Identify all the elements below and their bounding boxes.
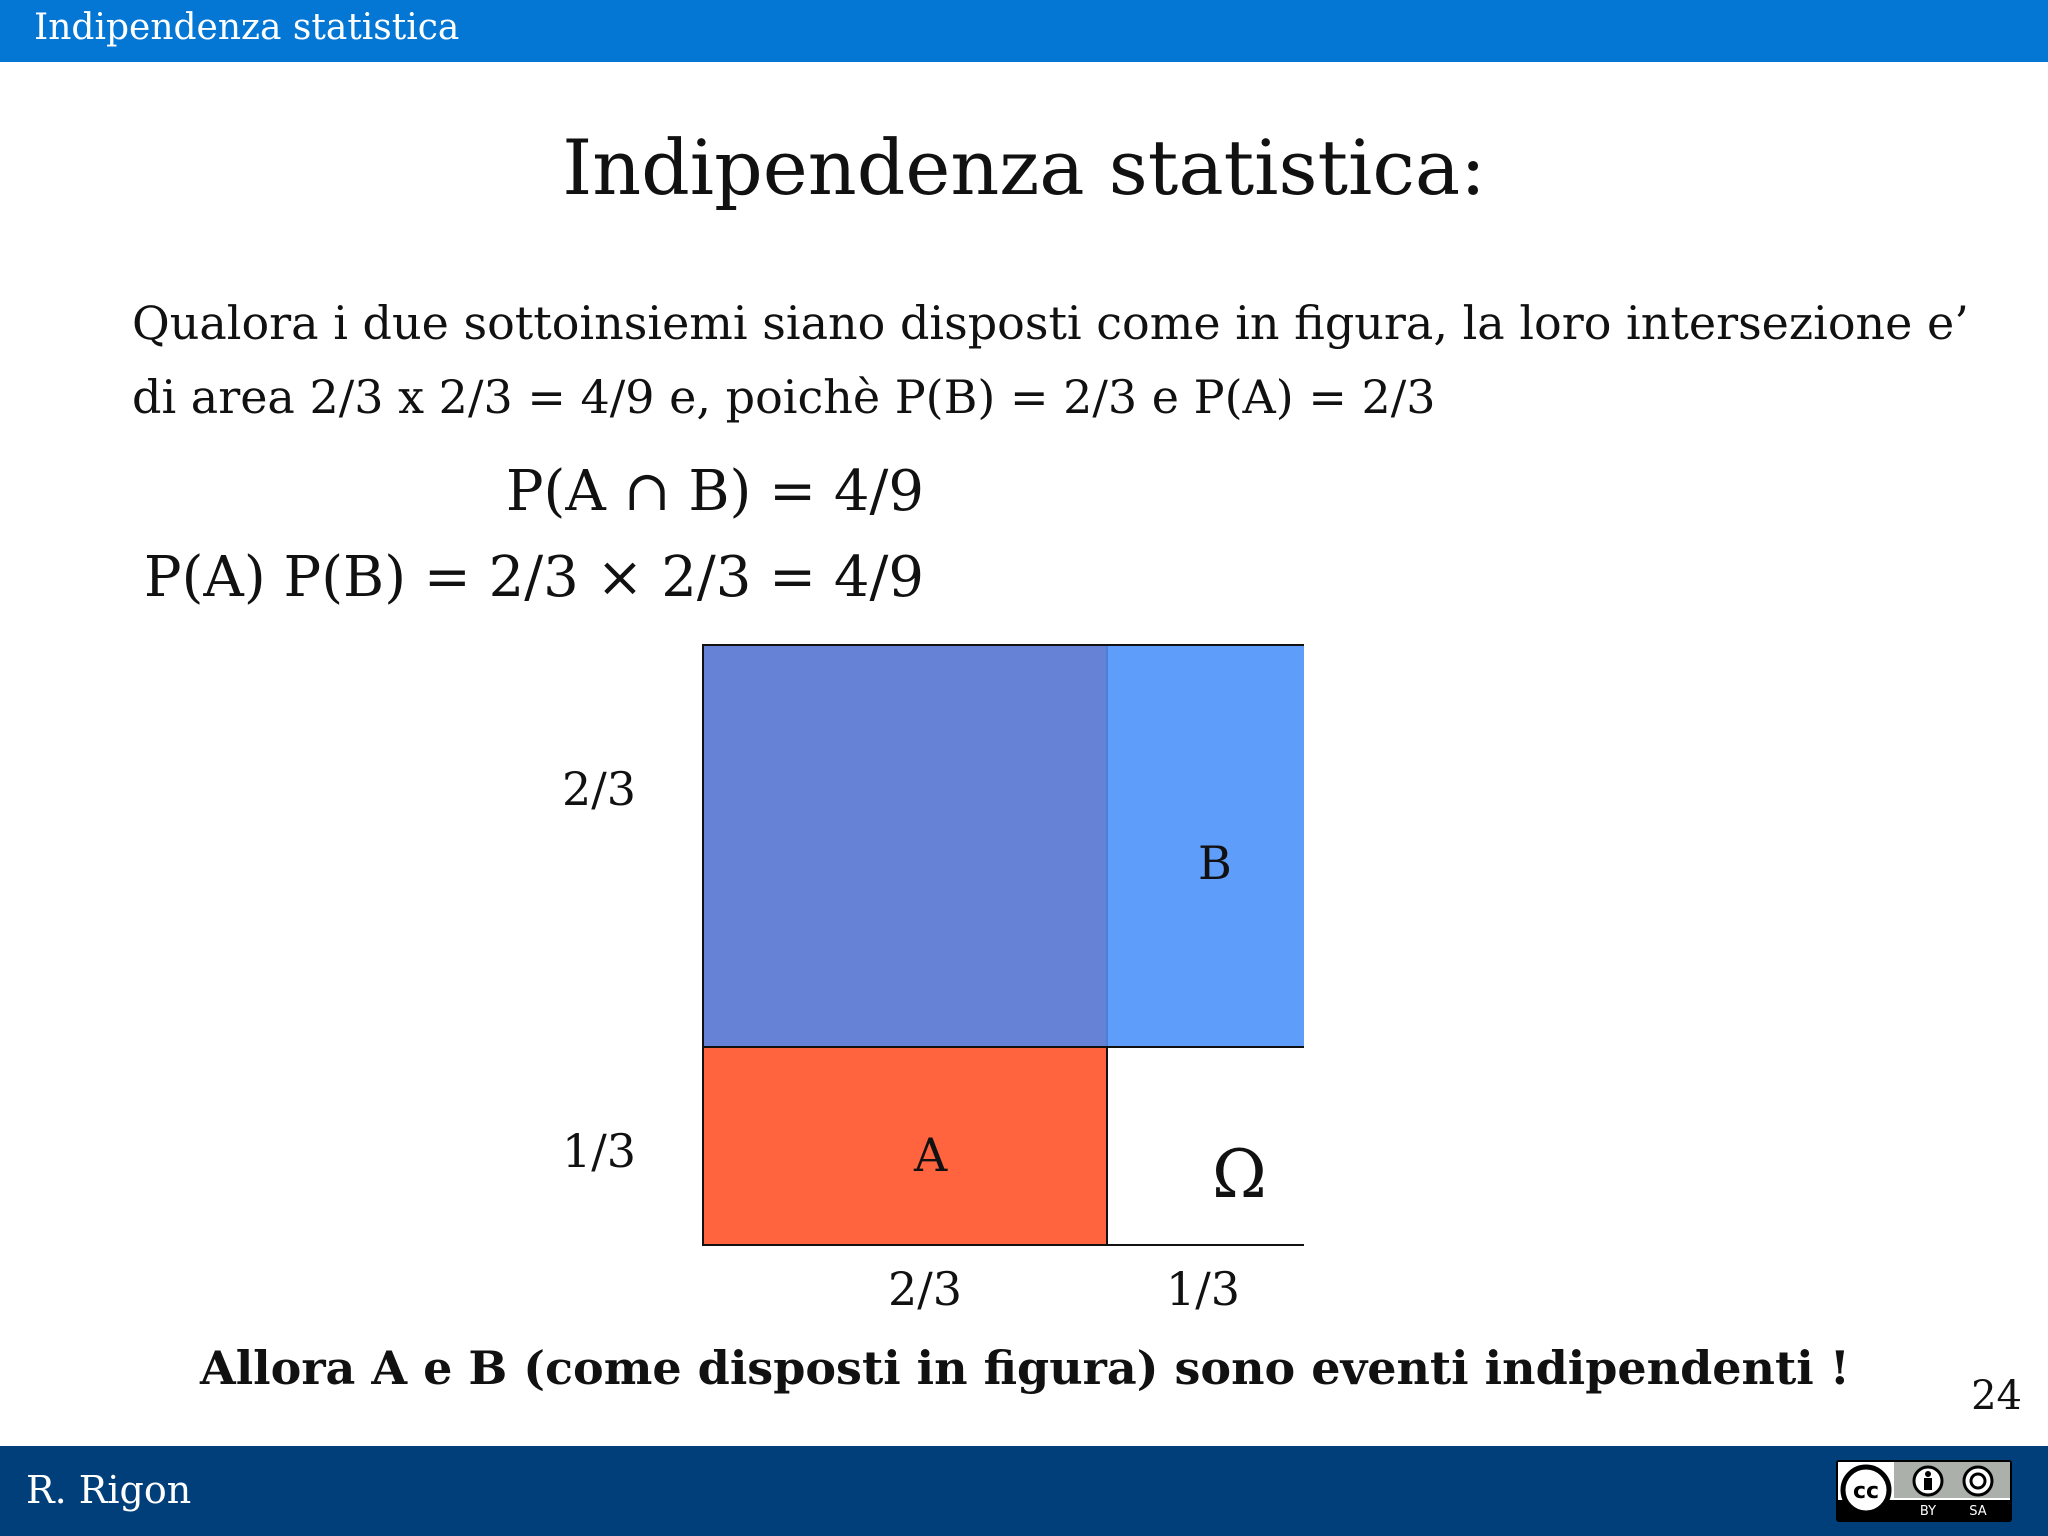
- x-label-right: 1/3: [1166, 1262, 1241, 1316]
- license-badge-graphic: [1838, 1462, 2010, 1520]
- omega-label: Ω: [1212, 1136, 1267, 1213]
- equation-product: P(A) P(B) = 2/3 × 2/3 = 4/9: [143, 545, 924, 610]
- license-sa-text: SA: [1969, 1504, 1987, 1519]
- y-label-top: 2/3: [562, 762, 637, 816]
- x-label-left: 2/3: [888, 1262, 963, 1316]
- y-label-bottom: 1/3: [562, 1124, 637, 1178]
- omega-region: [1106, 1046, 1304, 1244]
- equation-intersection: P(A ∩ B) = 4/9: [505, 459, 924, 524]
- conclusion-text: Allora A e B (come disposti in figura) sono eventi indipendenti !: [200, 1341, 1850, 1395]
- body-text: [132, 286, 1992, 434]
- slide-title: Indipendenza statistica:: [562, 123, 1486, 212]
- section-title: Indipendenza statistica: [34, 7, 460, 48]
- author-name: R. Rigon: [26, 1468, 192, 1512]
- bottom-bar: [0, 1446, 2048, 1536]
- body-line-1: Qualora i due sottoinsiemi siano disposti come in figura, la loro intersezione e’: [132, 296, 1969, 350]
- set-a-label: A: [914, 1128, 948, 1182]
- intersection-region: [704, 646, 1106, 1046]
- top-bar: [0, 0, 2048, 62]
- page-number: 24: [1971, 1373, 2022, 1419]
- cc-by-sa-icon[interactable]: [1836, 1460, 2012, 1522]
- sa-share-icon: [1964, 1467, 1992, 1495]
- body-line-2: di area 2/3 x 2/3 = 4/9 e, poichè P(B) = 2/3 e P(A) = 2/3: [132, 370, 1436, 424]
- set-a-region: [704, 1046, 1106, 1244]
- license-by-text: BY: [1919, 1504, 1937, 1519]
- svg-text:cc: cc: [1852, 1479, 1880, 1504]
- set-b-label: B: [1198, 836, 1232, 890]
